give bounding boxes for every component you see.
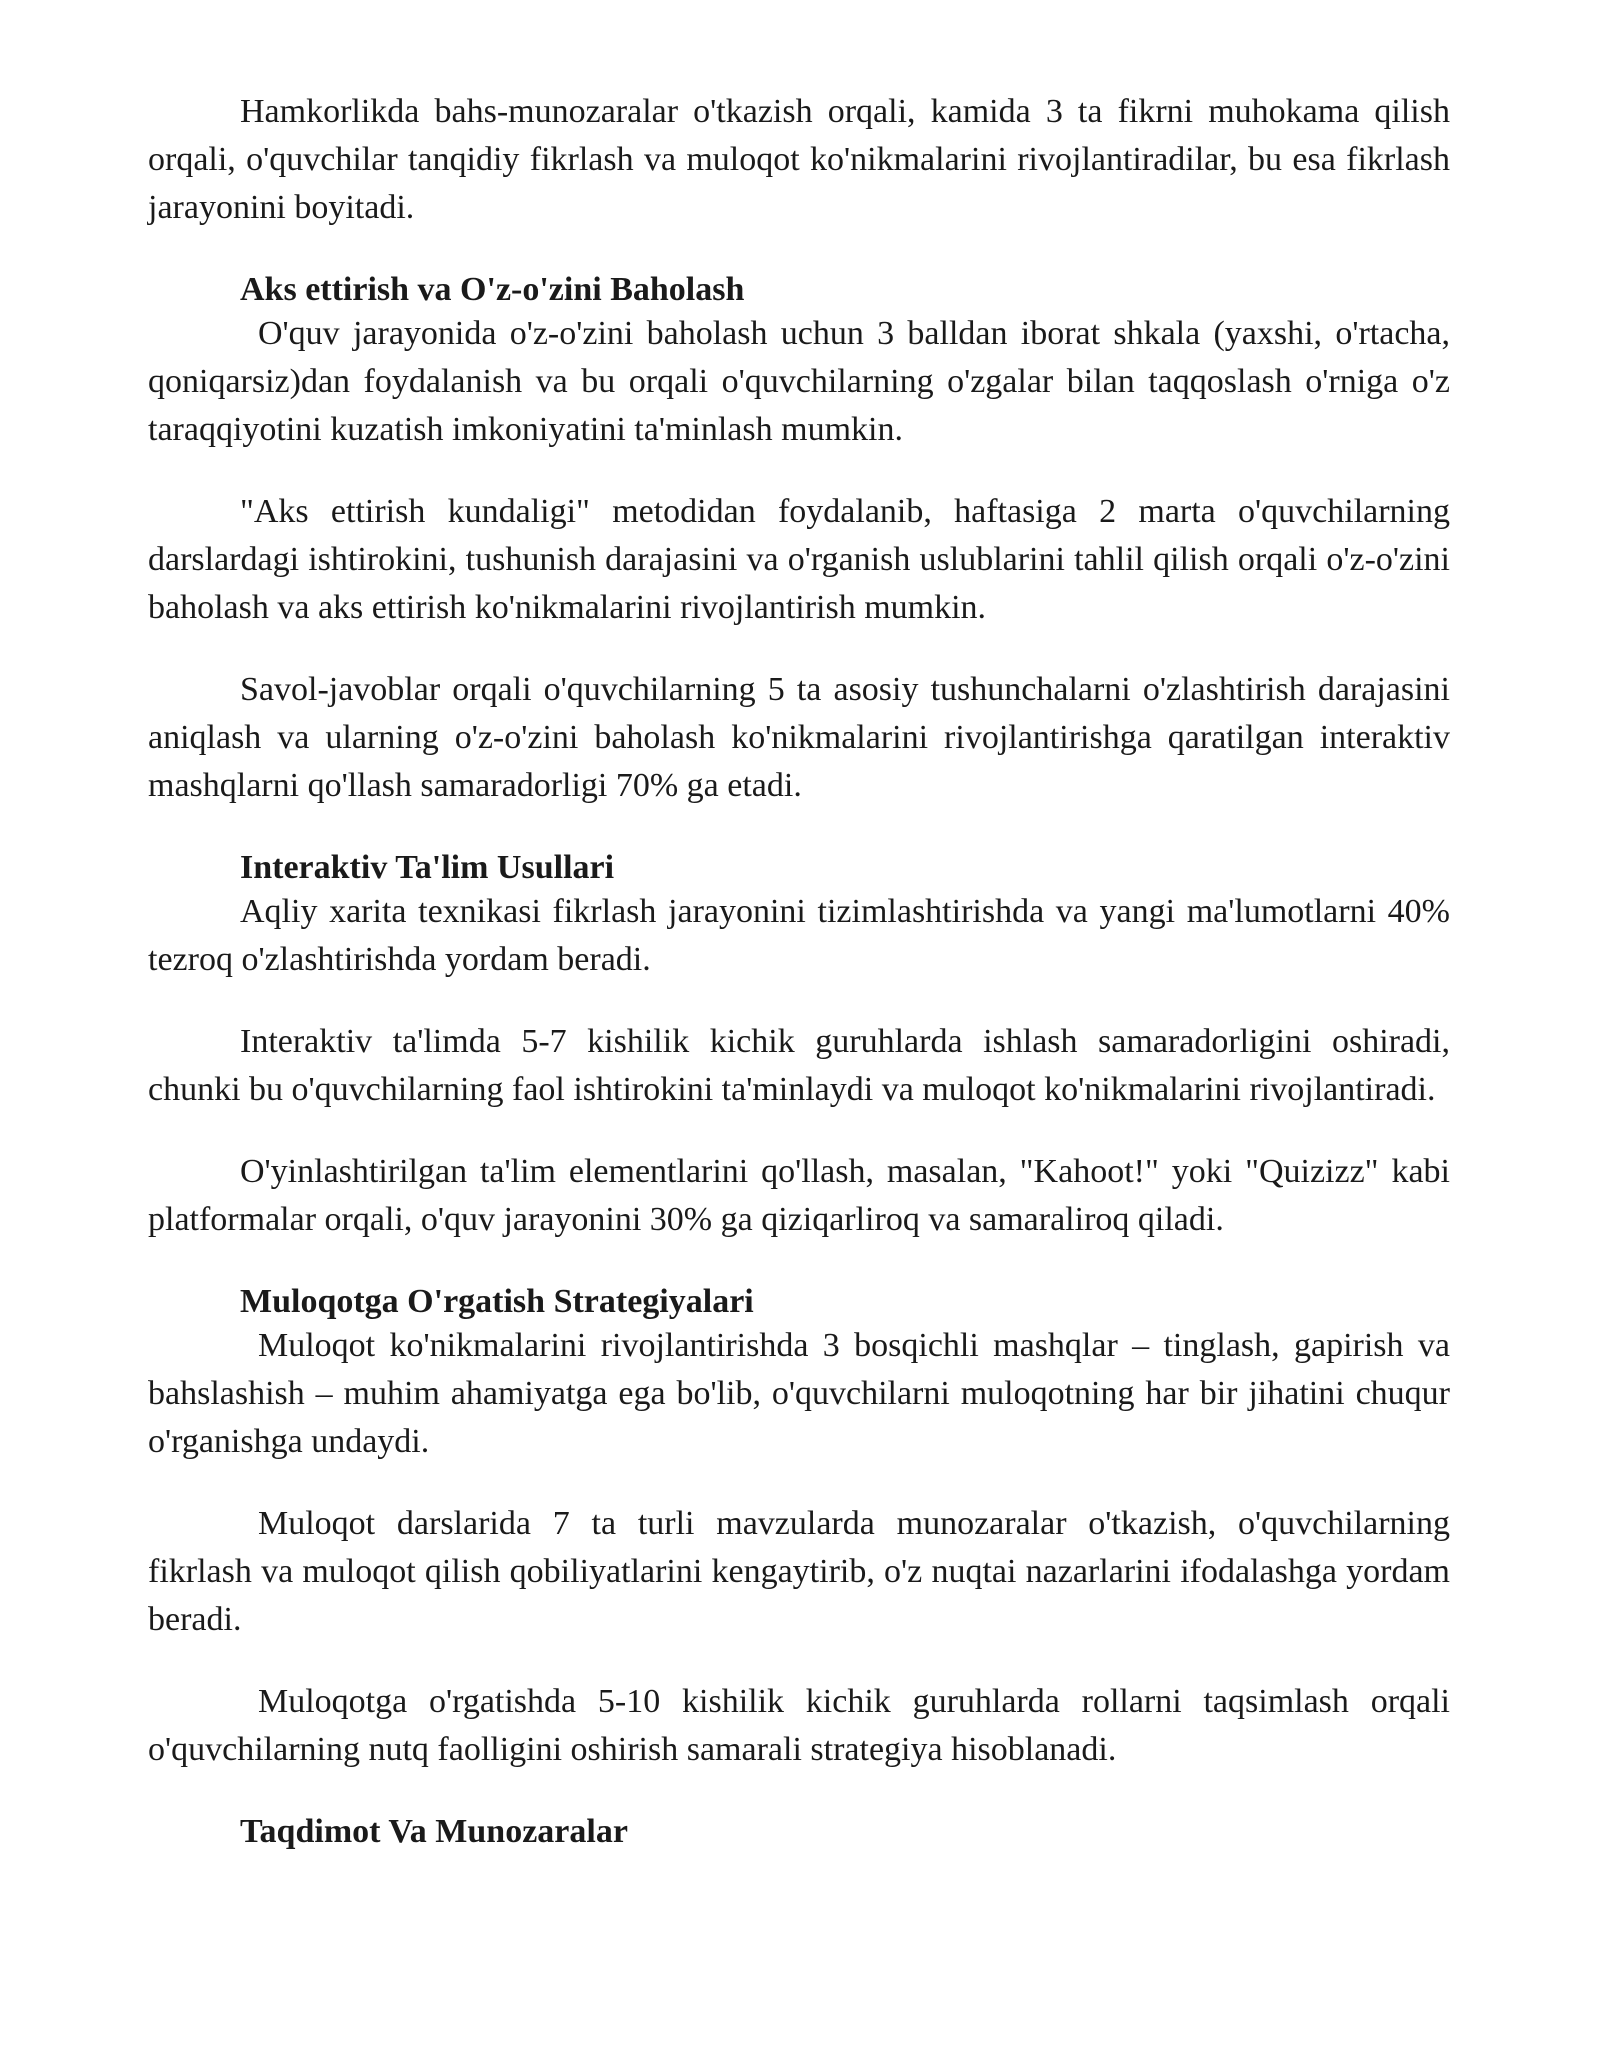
heading-muloqotga-orgatish: Muloqotga O'rgatish Strategiyalari [240,1283,754,1320]
paragraph-hamkorlik: Hamkorlikda bahs-munozaralar o'tkazish orqali, kamida 3 ta fikrni muhokama qilish orqali, o'quvchilar tanqidiy fikrlash va muloqot ko'nikmalarini rivojlantiradilar, bu esa fikrlash jarayonini boyitadi. [148,93,1450,226]
paragraph-3-bosqichli-mashqlar: Muloqot ko'nikmalarini rivojlantirishda 3 bosqichli mashqlar – tinglash, gapirish va bahslashish – muhim ahamiyatga ega bo'lib, o'quvchilarni muloqotning har bir jihatini chuqur o'rganishga undaydi. [148,1327,1450,1460]
paragraph-rollarni-taqsimlash: Muloqotga o'rgatishda 5-10 kishilik kichik guruhlarda rollarni taqsimlash orqali o'quvchilarning nutq faolligini oshirish samarali strategiya hisoblanadi. [148,1683,1450,1768]
heading-interaktiv-talim: Interaktiv Ta'lim Usullari [240,849,615,886]
heading-aks-ettirish: Aks ettirish va O'z-o'zini Baholash [240,271,745,308]
paragraph-savol-javoblar: Savol-javoblar orqali o'quvchilarning 5 ta asosiy tushunchalarni o'zlashtirish darajasini aniqlash va ularning o'z-o'zini baholash ko'nikmalarini rivojlantirishga qaratilgan interaktiv mashqlarni qo'llash samaradorligi 70% ga etadi. [148,671,1450,804]
paragraph-aqliy-xarita: Aqliy xarita texnikasi fikrlash jarayonini tizimlashtirishda va yangi ma'lumotlarni 40% tezroq o'zlashtirishda yordam beradi. [148,893,1450,978]
paragraph-muloqot-darslari: Muloqot darslarida 7 ta turli mavzularda munozaralar o'tkazish, o'quvchilarning fikrlash va muloqot qilish qobiliyatlarini kengaytirib, o'z nuqtai nazarlarini ifodalashga yordam beradi. [148,1505,1450,1638]
heading-taqdimot-munozaralar: Taqdimot Va Munozaralar [240,1813,628,1850]
document-page [148,88,1450,1856]
paragraph-kichik-guruhlar: Interaktiv ta'limda 5-7 kishilik kichik guruhlarda ishlash samaradorligini oshiradi, chunki bu o'quvchilarning faol ishtirokini ta'minlaydi va muloqot ko'nikmalarini rivojlantiradi. [148,1023,1450,1108]
paragraph-aks-ettirish-kundaligi: "Aks ettirish kundaligi" metodidan foydalanib, haftasiga 2 marta o'quvchilarning darslardagi ishtirokini, tushunish darajasini va o'rganish uslublarini tahlil qilish orqali o'z-o'zini baholash va aks ettirish ko'nikmalarini rivojlantirish mumkin. [148,493,1450,626]
paragraph-oyinlashtirilgan: O'yinlashtirilgan ta'lim elementlarini qo'llash, masalan, "Kahoot!" yoki "Quizizz" kabi platformalar orqali, o'quv jarayonini 30% ga qiziqarliroq va samaraliroq qiladi. [148,1153,1450,1238]
paragraph-ozini-baholash-shkala: O'quv jarayonida o'z-o'zini baholash uchun 3 balldan iborat shkala (yaxshi, o'rtacha, qoniqarsiz)dan foydalanish va bu orqali o'quvchilarning o'zgalar bilan taqqoslash o'rniga o'z taraqqiyotini kuzatish imkoniyatini ta'minlash mumkin. [148,315,1450,448]
